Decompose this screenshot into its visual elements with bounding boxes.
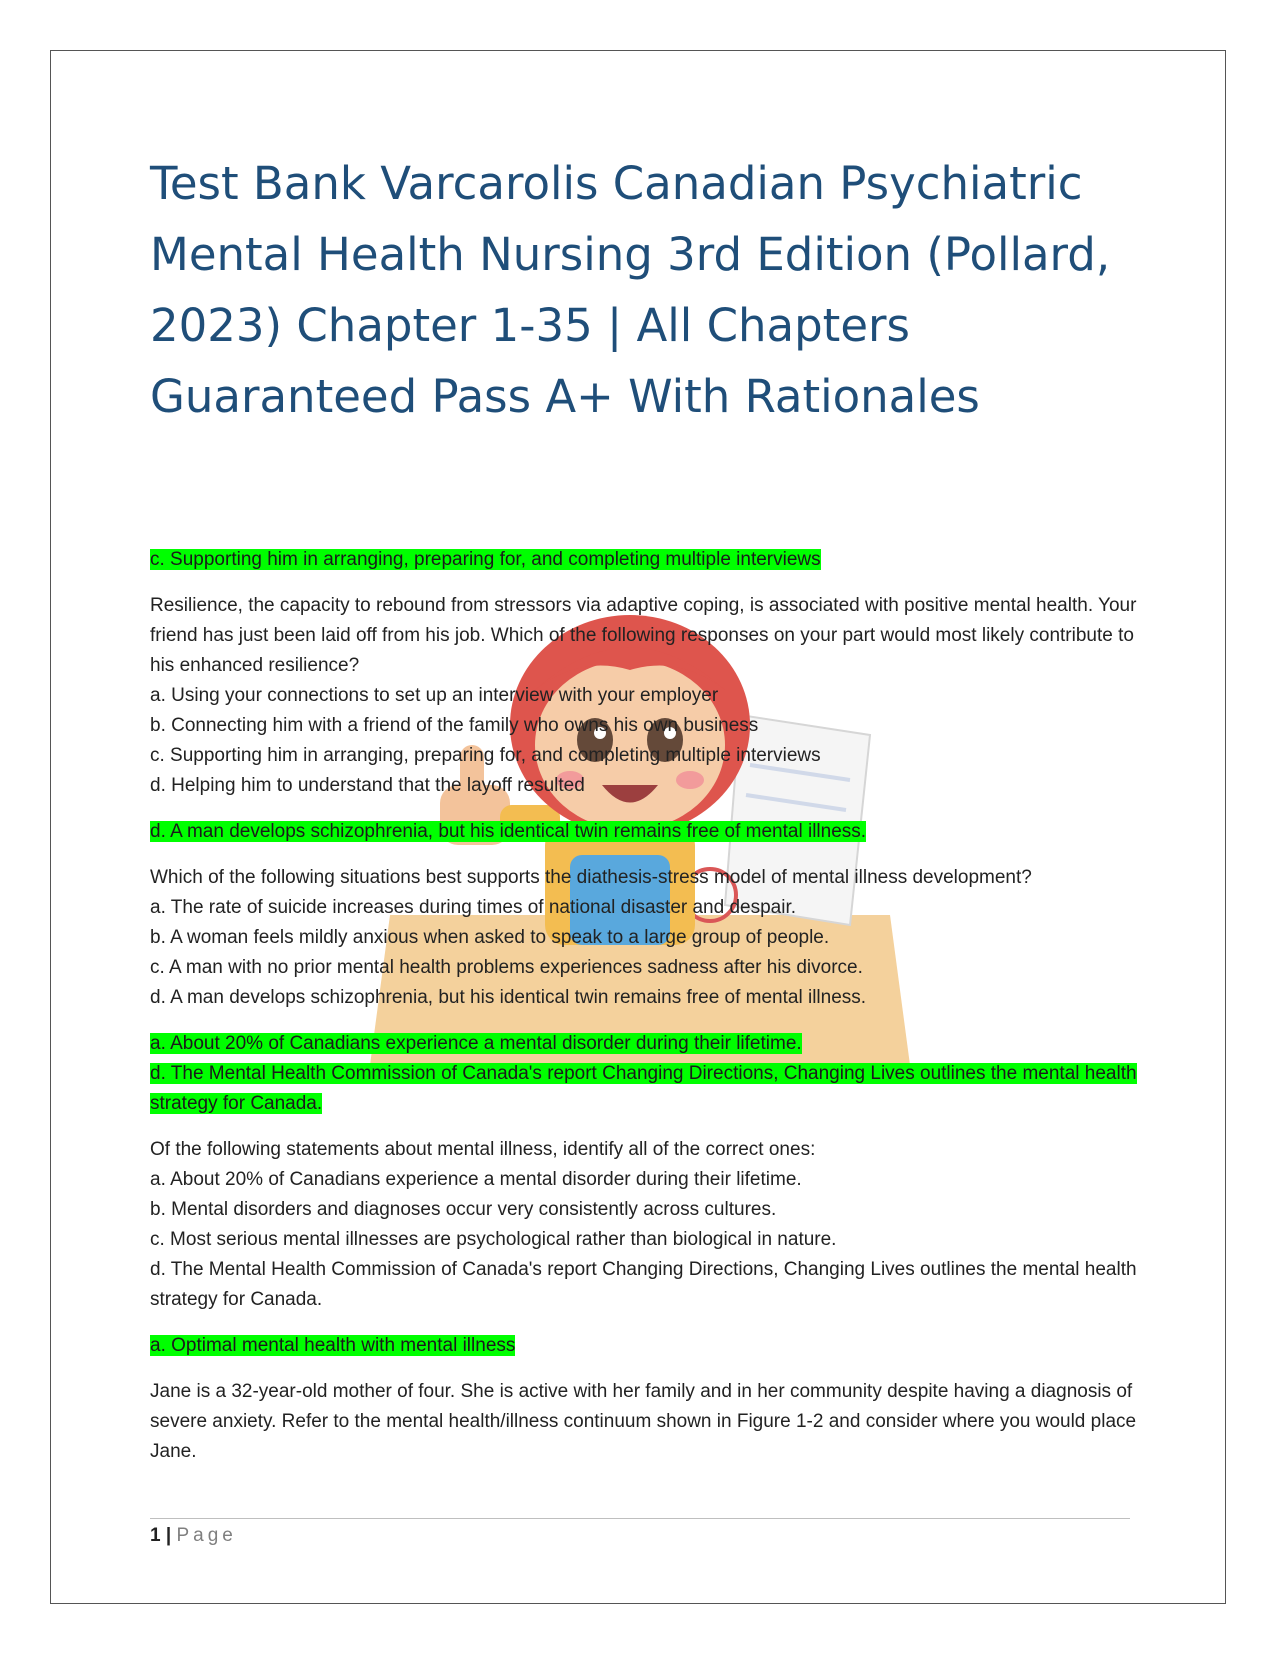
highlighted-answer: d. A man develops schizophrenia, but his identical twin remains free of mental illness. <box>150 821 867 842</box>
option-b: b. Connecting him with a friend of the family who owns his own business <box>150 715 759 736</box>
question-text: Which of the following situations best supports the diathesis-stress model of mental illness development? <box>150 867 1032 888</box>
option-b: b. A woman feels mildly anxious when asked to speak to a large group of people. <box>150 927 830 948</box>
highlighted-answer: a. Optimal mental health with mental illness <box>150 1335 516 1356</box>
page-footer <box>150 1525 237 1547</box>
question-text: Jane is a 32-year-old mother of four. She is active with her family and in her community despite having a diagnosis of severe anxiety. Refer to the mental health/illness continuum shown in Figure 1-2 and consider where you would place Jane. <box>150 1381 1137 1462</box>
option-a: a. About 20% of Canadians experience a mental disorder during their lifetime. <box>150 1169 802 1190</box>
question-2 <box>150 863 1140 1013</box>
option-c: c. Most serious mental illnesses are psychological rather than biological in nature. <box>150 1229 837 1250</box>
option-d: d. A man develops schizophrenia, but his identical twin remains free of mental illness. <box>150 987 867 1008</box>
highlighted-answer: c. Supporting him in arranging, preparing for, and completing multiple interviews <box>150 549 821 570</box>
option-a: a. Using your connections to set up an interview with your employer <box>150 685 719 706</box>
option-d: d. Helping him to understand that the layoff resulted <box>150 775 585 796</box>
answer-key-4 <box>150 1331 1140 1361</box>
highlighted-answer: d. The Mental Health Commission of Canada's report Changing Directions, Changing Lives outlines the mental health strategy for Canada. <box>150 1063 1137 1114</box>
footer-divider <box>150 1518 1130 1519</box>
question-4 <box>150 1377 1140 1467</box>
question-text: Of the following statements about mental illness, identify all of the correct ones: <box>150 1139 816 1160</box>
option-d: d. The Mental Health Commission of Canada's report Changing Directions, Changing Lives outlines the mental health strategy for Canada. <box>150 1259 1137 1310</box>
question-1 <box>150 591 1140 801</box>
option-a: a. The rate of suicide increases during times of national disaster and despair. <box>150 897 797 918</box>
page-number: 1 <box>150 1525 161 1546</box>
answer-key-1 <box>150 545 1140 575</box>
answer-key-3 <box>150 1029 1140 1119</box>
content-body <box>150 545 1140 1483</box>
document-title: Test Bank Varcarolis Canadian Psychiatric Mental Health Nursing 3rd Edition (Pollard, 2023) Chapter 1-35 | All Chapters Guaranteed Pass A+ With Rationales <box>150 157 1111 423</box>
option-c: c. A man with no prior mental health problems experiences sadness after his divorce. <box>150 957 863 978</box>
question-3 <box>150 1135 1140 1315</box>
highlighted-answer: a. About 20% of Canadians experience a mental disorder during their lifetime. <box>150 1033 802 1054</box>
answer-key-2 <box>150 817 1140 847</box>
page-label: Page <box>176 1525 237 1546</box>
question-text: Resilience, the capacity to rebound from stressors via adaptive coping, is associated with positive mental health. Your friend has just been laid off from his job. Which of the following responses on your part would most likely contribute to his enhanced resilience? <box>150 595 1137 676</box>
option-c: c. Supporting him in arranging, preparing for, and completing multiple interviews <box>150 745 821 766</box>
footer-separator: | <box>165 1525 172 1546</box>
option-b: b. Mental disorders and diagnoses occur very consistently across cultures. <box>150 1199 777 1220</box>
